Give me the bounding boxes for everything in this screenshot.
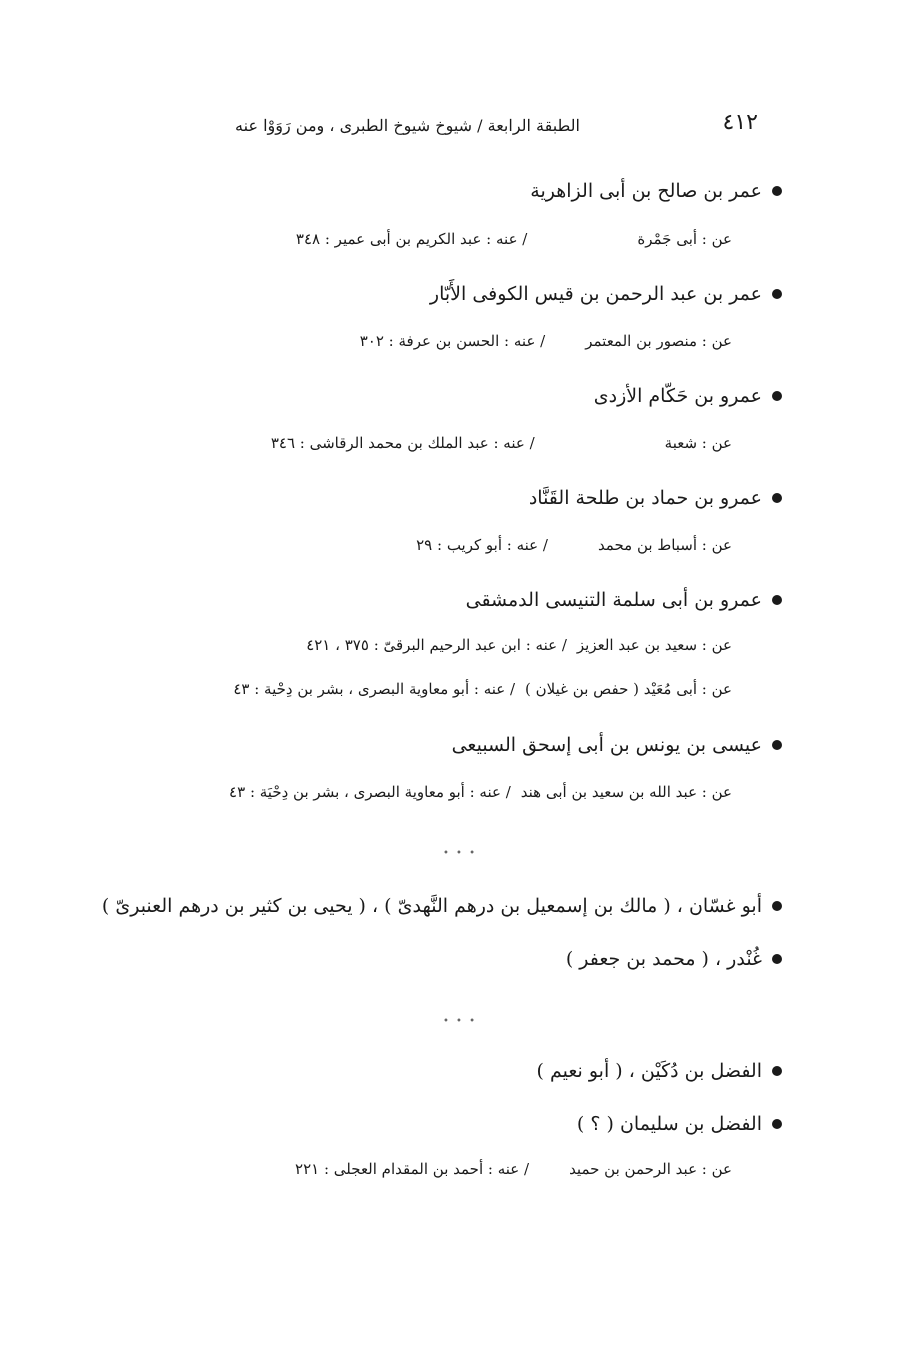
section-separator: • • •	[442, 1016, 478, 1027]
entry-heading	[430, 283, 782, 305]
entry-heading	[594, 385, 782, 407]
entry-narration-line	[296, 230, 732, 248]
entry-heading	[577, 1113, 782, 1135]
entry-name: الفضل بن سليمان ( ؟ )	[576, 1113, 762, 1135]
narrated-by: / عنه : الحسن بن عرفة : ٣٠٢	[359, 332, 546, 350]
entry-heading	[566, 948, 782, 970]
narrated-from: عن : أسباط بن محمد	[597, 536, 732, 554]
entry-narration-line	[306, 636, 732, 654]
narrated-from: عن : أبى مُعَيْد ( حفص بن غيلان )	[525, 680, 732, 698]
section-separator: • • •	[442, 848, 478, 859]
narrated-by: / عنه : أبو معاوية البصرى ، بشر بن دِحْية : ٤٣	[233, 680, 516, 698]
entry-narration-line	[295, 1160, 732, 1178]
running-header: الطبقة الرابعة / شيوخ شيوخ الطبرى ، ومن رَوَوْا عنه	[235, 116, 580, 135]
entry-heading	[530, 180, 782, 202]
narrated-by: / عنه : أبو معاوية البصرى ، بشر بن دِحْيَة : ٤٣	[229, 783, 511, 801]
narrated-by: / عنه : ابن عبد الرحيم البرقىّ : ٣٧٥ ، ٤٢١	[306, 636, 567, 654]
bullet-icon	[772, 954, 782, 964]
entry-name: غُنْدر ، ( محمد بن جعفر )	[565, 948, 762, 970]
entry-heading	[529, 487, 782, 509]
entry-narration-line	[229, 783, 732, 801]
bullet-icon	[772, 391, 782, 401]
narrated-from: عن : عبد الرحمن بن حميد	[569, 1160, 732, 1178]
entry-heading	[466, 589, 782, 611]
entry-heading	[452, 734, 782, 756]
entry-narration-line	[360, 332, 732, 350]
entry-name: عمرو بن حَكّام الأزدى	[593, 385, 762, 407]
entry-narration-line	[416, 536, 732, 554]
entry-name: الفضل بن دُكَيْن ، ( أبو نعيم )	[536, 1060, 762, 1082]
bullet-icon	[772, 289, 782, 299]
bullet-icon	[772, 901, 782, 911]
entry-narration-line	[271, 434, 732, 452]
narrated-from: عن : شعبة	[664, 434, 732, 452]
bullet-icon	[772, 493, 782, 503]
bullet-icon	[772, 186, 782, 196]
bullet-icon	[772, 740, 782, 750]
entry-name: عمر بن عبد الرحمن بن قيس الكوفى الأَبّار	[429, 283, 762, 305]
entry-narration-line	[233, 680, 732, 698]
narrated-from: عن : أبى جَمْرة	[637, 230, 732, 248]
entry-name: عيسى بن يونس بن أبى إسحق السبيعى	[451, 734, 762, 756]
narrated-by: / عنه : أحمد بن المقدام العجلى : ٢٢١	[295, 1160, 530, 1178]
bullet-icon	[772, 595, 782, 605]
entry-heading	[102, 895, 782, 917]
page-number: ٤١٢	[722, 110, 758, 135]
entry-name: عمرو بن أبى سلمة التنيسى الدمشقى	[465, 589, 762, 611]
entry-name: عمرو بن حماد بن طلحة القَنَّاد	[528, 487, 762, 509]
bullet-icon	[772, 1066, 782, 1076]
narrated-by: / عنه : عبد الكريم بن أبى عمير : ٣٤٨	[295, 230, 528, 248]
narrated-by: / عنه : أبو كريب : ٢٩	[416, 536, 548, 554]
entry-name: أبو غسّان ، ( مالك بن إسمعيل بن درهم النَّهدىّ ) ، ( يحيى بن كثير بن درهم العنبرىّ )	[101, 895, 762, 917]
narrated-from: عن : منصور بن المعتمر	[585, 332, 732, 350]
entry-heading	[537, 1060, 782, 1082]
narrated-from: عن : عبد الله بن سعيد بن أبى هند	[520, 783, 732, 801]
entry-name: عمر بن صالح بن أبى الزاهرية	[530, 180, 762, 202]
narrated-by: / عنه : عبد الملك بن محمد الرقاشى : ٣٤٦	[270, 434, 535, 452]
narrated-from: عن : سعيد بن عبد العزيز	[576, 636, 732, 654]
bullet-icon	[772, 1119, 782, 1129]
